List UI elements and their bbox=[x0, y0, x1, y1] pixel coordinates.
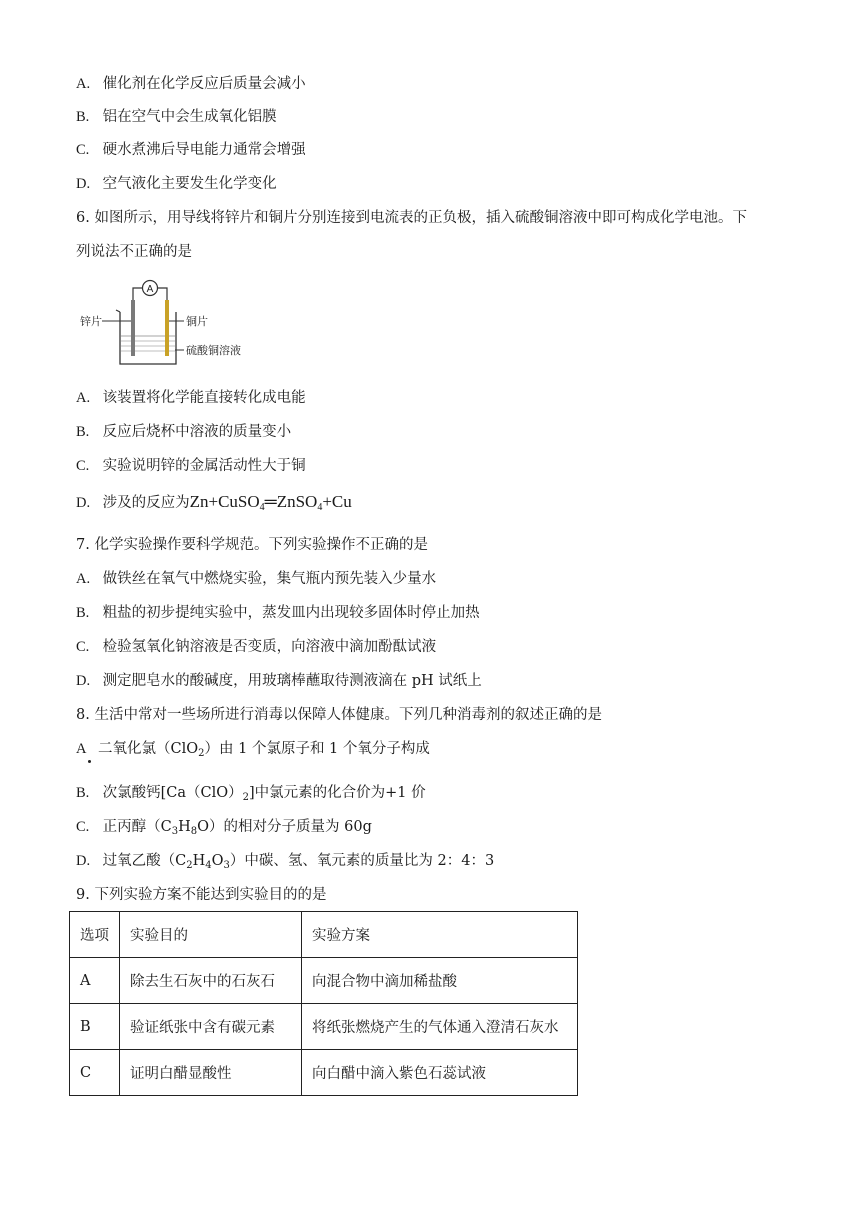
q5-option-b: B. 铝在空气中会生成氧化铝膜 bbox=[76, 109, 277, 125]
battery-figure bbox=[80, 276, 280, 368]
q7-stem: 7. 化学实验操作要科学规范。下列实验操作不正确的是 bbox=[76, 537, 428, 553]
table-header-cell: 实验目的 bbox=[120, 912, 302, 958]
q9-stem: 9. 下列实验方案不能达到实验目的的是 bbox=[76, 887, 327, 903]
q7-option-c: C. 检验氢氧化钠溶液是否变质，向溶液中滴加酚酞试液 bbox=[76, 639, 437, 655]
copper-label: 铜片 bbox=[186, 315, 208, 328]
q8-option-d: D. 过氧乙酸$(C_2H_4O_3)$中碳、氢、氧元素的质量比为 2：4：3 bbox=[76, 853, 495, 871]
q6-option-a: A. 该装置将化学能直接转化成电能 bbox=[76, 390, 306, 406]
table-cell: 向白醋中滴入紫色石蕊试液 bbox=[302, 1050, 578, 1096]
wire-right bbox=[158, 288, 167, 300]
q7-option-d: D. 测定肥皂水的酸碱度，用玻璃棒蘸取待测液滴在 pH 试纸上 bbox=[76, 673, 482, 689]
table-cell: 将纸张燃烧产生的气体通入澄清石灰水 bbox=[302, 1004, 578, 1050]
q8-option-c: C. 正丙醇$(C_3H_8O)$的相对分子质量为 60g bbox=[76, 819, 372, 837]
q6-option-d: D. 涉及的反应为Zn+CuSO$_4$═ZnSO$_4$+Cu bbox=[76, 492, 352, 513]
q5-option-a: A. 催化剂在化学反应后质量会减小 bbox=[76, 76, 306, 92]
q8-stem: 8. 生活中常对一些场所进行消毒以保障人体健康。下列几种消毒剂的叙述正确的是 bbox=[76, 707, 602, 723]
table-cell: C bbox=[70, 1050, 120, 1096]
table-row bbox=[70, 1004, 578, 1050]
solution-label: 硫酸铜溶液 bbox=[186, 344, 241, 357]
table-header-cell: 选项 bbox=[70, 912, 120, 958]
wire-left bbox=[133, 288, 142, 300]
q8-option-a: A 二氧化氯（ClO$_2$）由 1 个氯原子和 1 个氧分子构成 bbox=[76, 741, 430, 759]
q7-option-a: A. 做铁丝在氧气中燃烧实验，集气瓶内预先装入少量水 bbox=[76, 571, 437, 587]
table-cell: 验证纸张中含有碳元素 bbox=[120, 1004, 302, 1050]
q5-option-c: C. 硬水煮沸后导电能力通常会增强 bbox=[76, 142, 306, 158]
table-cell: 除去生石灰中的石灰石 bbox=[120, 958, 302, 1004]
table-cell: 向混合物中滴加稀盐酸 bbox=[302, 958, 578, 1004]
table-row bbox=[70, 958, 578, 1004]
table-header-row bbox=[70, 912, 578, 958]
q7-option-b: B. 粗盐的初步提纯实验中，蒸发皿内出现较多固体时停止加热 bbox=[76, 605, 480, 621]
q6-stem-line2: 列说法不正确的是 bbox=[76, 244, 192, 260]
zinc-label: 锌片 bbox=[80, 315, 102, 328]
q8-option-b: B. 次氯酸钙$[Ca(ClO)_2]$中氯元素的化合价为+1 价 bbox=[76, 785, 426, 803]
table-header-cell: 实验方案 bbox=[302, 912, 578, 958]
q6-option-c: C. 实验说明锌的金属活动性大于铜 bbox=[76, 458, 306, 474]
stray-dot bbox=[88, 760, 91, 763]
ammeter-label: A bbox=[146, 284, 154, 295]
table-row bbox=[70, 1050, 578, 1096]
zinc-electrode bbox=[131, 300, 135, 356]
table-cell: B bbox=[70, 1004, 120, 1050]
q5-option-d: D. 空气液化主要发生化学变化 bbox=[76, 176, 277, 192]
copper-electrode bbox=[165, 300, 169, 356]
table-cell: A bbox=[70, 958, 120, 1004]
q6-option-b: B. 反应后烧杯中溶液的质量变小 bbox=[76, 424, 292, 440]
reaction-equation: Zn+CuSO$_4$═ZnSO$_4$+Cu bbox=[189, 492, 352, 513]
q6-stem-line1: 6. 如图所示，用导线将锌片和铜片分别连接到电流表的正负极，插入硫酸铜溶液中即可构成化学电池。下 bbox=[76, 210, 747, 226]
table-cell: 证明白醋显酸性 bbox=[120, 1050, 302, 1096]
q9-table bbox=[69, 911, 578, 1096]
